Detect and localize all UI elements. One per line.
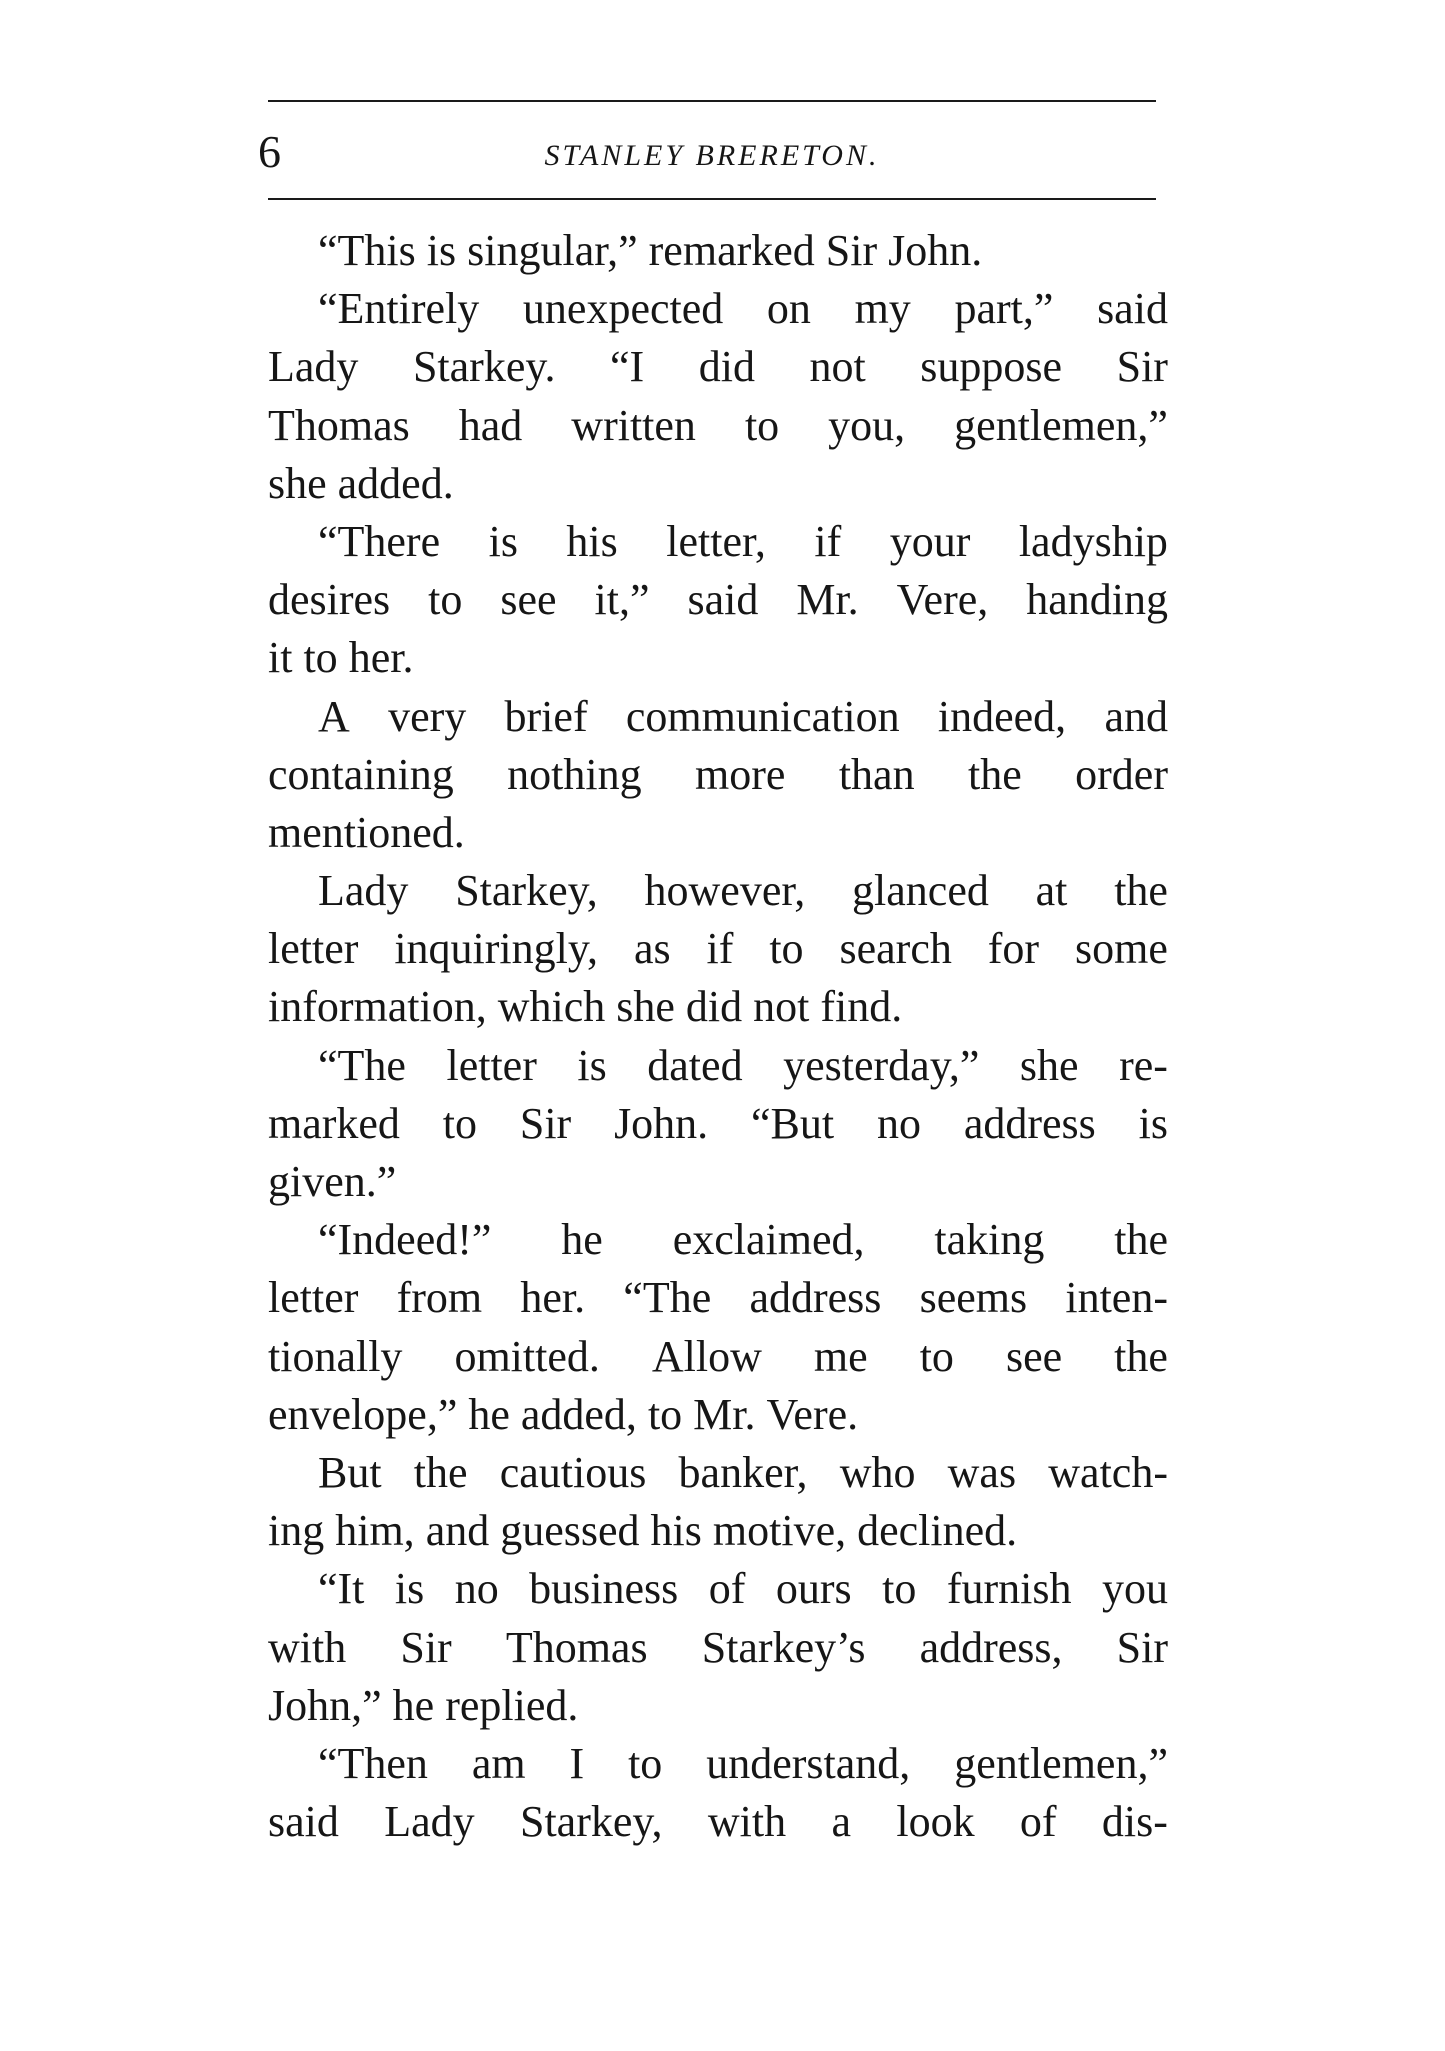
text-line: desires to see it,” said Mr. Vere, handing <box>268 575 1168 625</box>
text-line: “This is singular,” remarked Sir John. <box>318 226 983 275</box>
text-line: “Indeed!” he exclaimed, taking the <box>318 1215 1168 1265</box>
header-rule-bottom <box>268 198 1156 200</box>
text-line: she added. <box>268 458 454 508</box>
text-line: “There is his letter, if your ladyship <box>318 516 1168 566</box>
running-title: STANLEY BRERETON. <box>544 139 880 172</box>
text-line: it to her. <box>268 633 414 683</box>
text-line: John,” he replied. <box>268 1680 579 1730</box>
text-line: ing him, and guessed his motive, declined. <box>268 1506 1018 1556</box>
text-line: envelope,” he added, to Mr. Vere. <box>268 1389 859 1439</box>
text-line: given.” <box>268 1157 397 1206</box>
text-line: letter inquiringly, as if to search for some <box>268 924 1168 974</box>
text-line: But the cautious banker, who was watch- <box>318 1447 1168 1497</box>
text-line: A very brief communication indeed, and <box>318 691 1168 741</box>
text-line: information, which she did not find. <box>268 982 903 1032</box>
text-line: Lady Starkey. “I did not suppose Sir <box>268 342 1168 392</box>
text-line: with Sir Thomas Starkey’s address, Sir <box>268 1622 1168 1672</box>
text-line: “The letter is dated yesterday,” she re- <box>318 1040 1168 1090</box>
page-number: 6 <box>258 126 281 177</box>
text-line: “It is no business of ours to furnish you <box>318 1564 1168 1614</box>
text-line: “Entirely unexpected on my part,” said <box>318 284 1168 334</box>
text-line: Thomas had written to you, gentlemen,” <box>268 400 1168 450</box>
header-rule-top <box>268 100 1156 102</box>
text-line: said Lady Starkey, with a look of dis- <box>268 1797 1168 1847</box>
body-text <box>268 222 1168 1851</box>
text-line: tionally omitted. Allow me to see the <box>268 1331 1168 1381</box>
text-line: Lady Starkey, however, glanced at the <box>318 866 1168 916</box>
text-line: containing nothing more than the order <box>268 749 1168 799</box>
text-line: letter from her. “The address seems inten- <box>268 1273 1168 1323</box>
text-line: “Then am I to understand, gentlemen,” <box>318 1738 1168 1788</box>
text-line: mentioned. <box>268 807 465 857</box>
text-line: marked to Sir John. “But no address is <box>268 1098 1168 1148</box>
